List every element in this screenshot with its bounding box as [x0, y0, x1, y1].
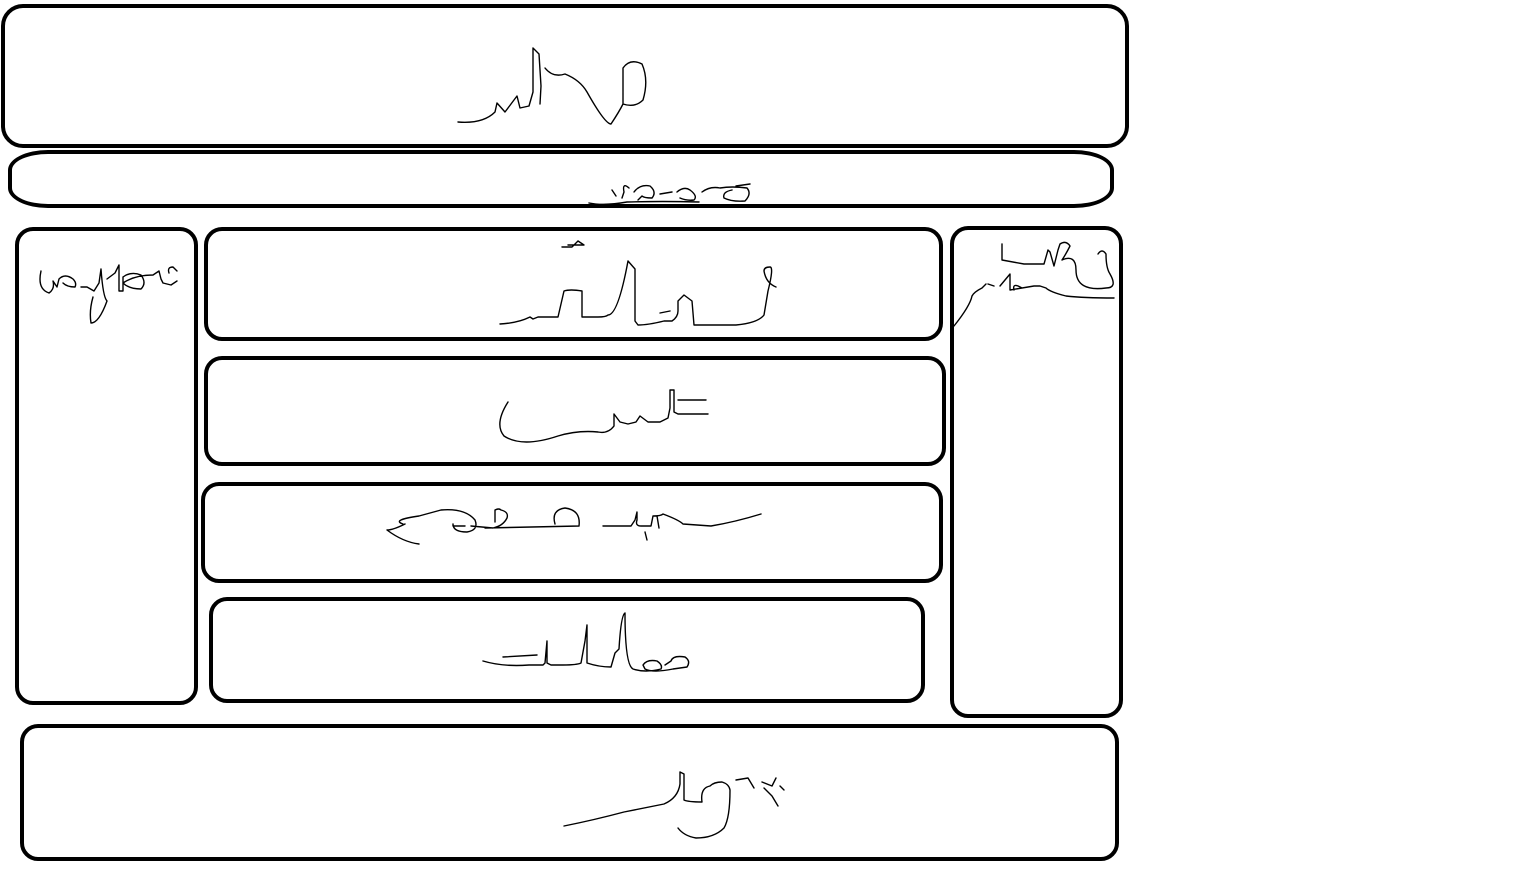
- photo-handwriting: [208, 360, 950, 470]
- articles-box: [209, 597, 925, 703]
- right-column-handwriting: [954, 230, 1127, 722]
- video-box: [204, 227, 943, 341]
- menu-handwriting: [12, 154, 1118, 212]
- photo-box: [204, 356, 946, 466]
- left-column-box: [15, 227, 198, 705]
- header-handwriting: [5, 8, 1133, 152]
- audio-book-box: [201, 482, 943, 583]
- audio-book-handwriting: [205, 486, 947, 587]
- articles-handwriting: [213, 601, 929, 707]
- menu-box: [8, 150, 1114, 208]
- footer-handwriting: [24, 728, 1123, 865]
- right-column-box: [950, 226, 1123, 718]
- footer-box: [20, 724, 1119, 861]
- left-column-handwriting: [19, 231, 202, 709]
- header-box: [1, 4, 1129, 148]
- video-handwriting: [208, 231, 947, 345]
